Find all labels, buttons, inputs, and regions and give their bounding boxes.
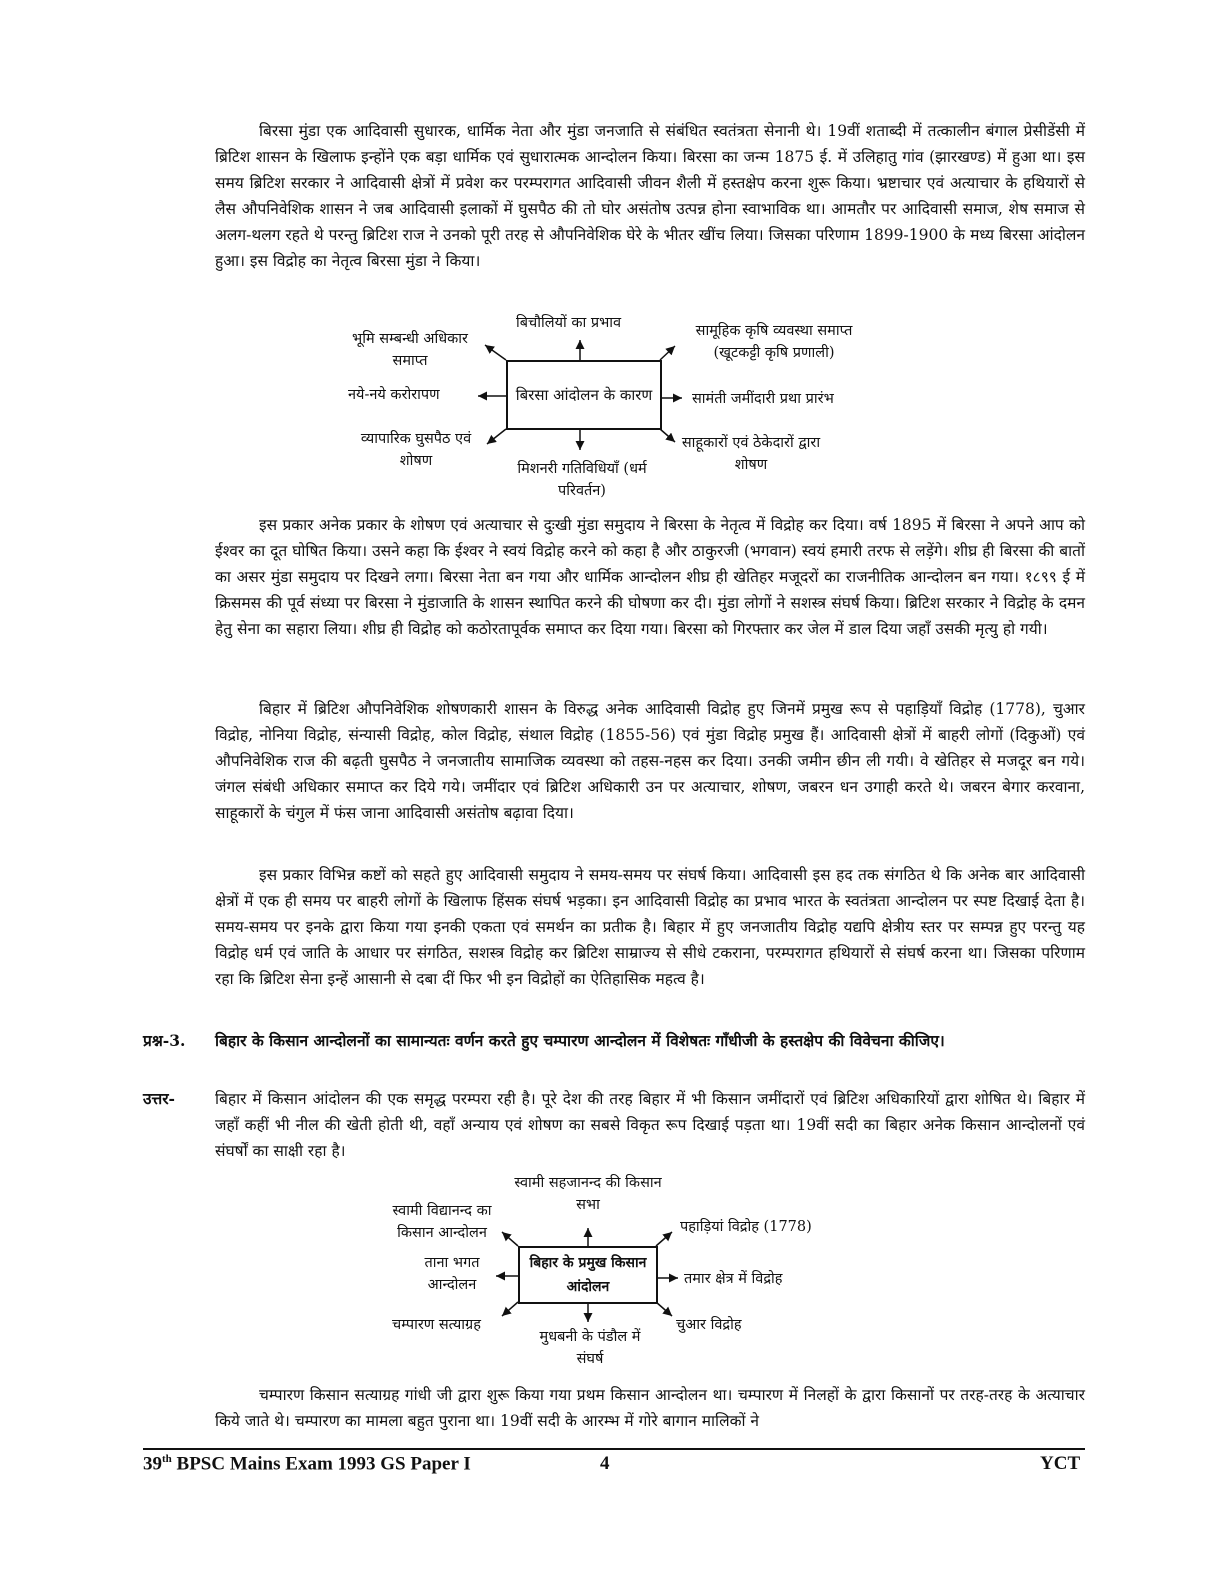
cause-collective-farming: सामूहिक कृषि व्यवस्था समाप्त (खूटकट्टी कृषि प्रणाली) <box>695 323 853 361</box>
paragraph-munda-revolt: इस प्रकार अनेक प्रकार के शोषण एवं अत्याचार से दुःखी मुंडा समुदाय ने बिरसा के नेतृत्व में विद्रोह कर दिया। वर्ष 1895 में बिरसा ने अपने आप को ईश्वर का दूत घोषित किया। उसने कहा कि ईश्वर ने स्वयं विद्रोह करने को कहा है और ठाकुरजी (भगवान) स्वयं हमारी तरफ से लड़ेंगे। शीघ्र ही बिरसा की बातों का असर मुंडा समुदाय पर दिखने लगा। बिरसा नेता बन गया और धार्मिक आन्दोलन शीघ्र ही खेतिहर मजूदरों का राजनीतिक आन्दोलन बन गया। १८९९ ई में क्रिसमस की पूर्व संध्या पर बिरसा ने मुंडाजाति के शासन स्थापित करने की घोषणा कर दी। मुंडा लोगों ने सशस्त्र संघर्ष किया। ब्रिटिश सरकार ने विद्रोह के दमन हेतु सेना का सहारा लिया। शीघ्र ही विद्रोह को कठोरतापूर्वक समाप्त कर दिया गया। बिरसा को गिरफ्तार कर जेल में डाल दिया जहाँ उसकी मृत्यु हो गयी। <box>215 516 1085 638</box>
diagram-center-peasant: बिहार के प्रमुख किसान आंदोलन <box>518 1246 658 1304</box>
cause-moneylenders: साहूकारों एवं ठेकेदारों द्वारा शोषण <box>681 435 821 473</box>
diagram-center-birsa: बिरसा आंदोलन के कारण <box>506 360 662 430</box>
diagram-birsa-causes <box>330 312 890 512</box>
movement-vidyanand: स्वामी विद्यानन्द का किसान आन्दोलन <box>392 1203 492 1241</box>
footer-page-number: 4 <box>600 1453 610 1474</box>
answer-3 <box>143 1086 1085 1164</box>
paragraph-birsa-intro: बिरसा मुंडा एक आदिवासी सुधारक, धार्मिक नेता और मुंडा जनजाति से संबंधित स्वतंत्रता सेनानी थे। 19वीं शताब्दी में तत्कालीन बंगाल प्रेसीडेंसी में ब्रिटिश शासन के खिलाफ इन्होंने एक बड़ा धार्मिक एवं सुधारात्मक आन्दोलन किया। बिरसा का जन्म 1875 ई. में उलिहातु गांव (झारखण्ड) में हुआ था। इस समय ब्रिटिश सरकार ने आदिवासी क्षेत्रों में प्रवेश कर परम्परागत आदिवासी जीवन शैली में हस्तक्षेप करना शुरू किया। भ्रष्टाचार एवं अत्याचार के हथियारों से लैस औपनिवेशिक शासन ने जब आदिवासी इलाकों में घुसपैठ की तो घोर असंतोष उत्पन्न होना स्वाभाविक था। आमतौर पर आदिवासी समाज, शेष समाज से अलग-थलग रहते थे परन्तु ब्रिटिश राज ने उनको पूरी तरह से औपनिवेशिक घेरे के भीतर खींच लिया। जिसका परिणाम 1899-1900 के मध्य बिरसा आंदोलन हुआ। इस विद्रोह का नेतृत्व बिरसा मुंडा ने किया। <box>215 122 1085 270</box>
answer-label: उत्तर- <box>143 1089 175 1108</box>
cause-missionary: मिशनरी गतिविधियाँ (धर्म परिवर्तन) <box>517 461 647 499</box>
movement-tana-bhagat: ताना भगत आन्दोलन <box>424 1255 480 1293</box>
question-3 <box>143 1028 1085 1054</box>
cause-trade-intrusion: व्यापारिक घुसपैठ एवं शोषण <box>360 431 472 469</box>
question-text: बिहार के किसान आन्दोलनों का सामान्यतः वर्णन करते हुए चम्पारण आन्दोलन में विशेषतः गाँधीजी के हस्तक्षेप की विवेचना कीजिए। <box>215 1031 945 1050</box>
footer-exam-title <box>143 1453 471 1475</box>
cause-feudal-zamindari: सामंती जमींदारी प्रथा प्रारंभ <box>692 391 834 407</box>
footer-exam-number: 39 <box>143 1453 162 1475</box>
movement-pahariya: पहाड़ियां विद्रोह (1778) <box>680 1219 812 1235</box>
movement-pandaul: मुधबनी के पंडौल में संघर्ष <box>539 1329 641 1367</box>
paragraph-tribal-struggle: इस प्रकार विभिन्न कष्टों को सहते हुए आदिवासी समुदाय ने समय-समय पर संघर्ष किया। आदिवासी इस हद तक संगठित थे कि अनेक बार आदिवासी क्षेत्रों में एक ही समय पर बाहरी लोगों के खिलाफ हिंसक संघर्ष भड़का। इन आदिवासी विद्रोह का प्रभाव भारत के स्वतंत्रता आन्दोलन पर स्पष्ट दिखाई देता है। समय-समय पर इनके द्वारा किया गया इनकी एकता एवं समर्थन का प्रतीक है। बिहार में हुए जनजातीय विद्रोह यद्यपि क्षेत्रीय स्तर पर सम्पन्न हुए परन्तु यह विद्रोह धर्म एवं जाति के आधार पर संगठित, सशस्त्र विद्रोह कर ब्रिटिश साम्राज्य से सीधे टकराना, परम्परागत हथियारों से संघर्ष करना था। जिसका परिणाम रहा कि ब्रिटिश सेना इन्हें आसानी से दबा दीं फिर भी इन विद्रोहों का ऐतिहासिक महत्व है। <box>215 866 1085 988</box>
cause-new-taxation: नये-नये करोरापण <box>348 387 440 403</box>
question-label: प्रश्न-3. <box>143 1031 186 1050</box>
diagram-peasant-movements <box>380 1170 840 1380</box>
footer-publisher: YCT <box>1040 1453 1081 1474</box>
cause-land-rights: भूमि सम्बन्धी अधिकार समाप्त <box>352 331 468 369</box>
movement-chuar: चुआर विद्रोह <box>676 1317 742 1333</box>
movement-champaran: चम्पारण सत्याग्रह <box>392 1317 481 1333</box>
footer-exam-name: BPSC Mains Exam 1993 GS Paper I <box>171 1453 471 1475</box>
answer-text: बिहार में किसान आंदोलन की एक समृद्ध परम्परा रही है। पूरे देश की तरह बिहार में भी किसान जमींदारों एवं ब्रिटिश अधिकारियों द्वारा शोषित थे। बिहार में जहाँ कहीं भी नील की खेती होती थी, वहाँ अन्याय एवं शोषण का सबसे विकृत रूप दिखाई पड़ता था। 19वीं सदी का बिहार अनेक किसान आन्दोलनों एवं संघर्षों का साक्षी रहा है। <box>215 1090 1085 1160</box>
movement-sahajanand: स्वामी सहजानन्द की किसान सभा <box>514 1175 662 1213</box>
movement-tamar: तमार क्षेत्र में विद्रोह <box>684 1271 783 1287</box>
paragraph-champaran: चम्पारण किसान सत्याग्रह गांधी जी द्वारा शुरू किया गया प्रथम किसान आन्दोलन था। चम्पारण में निलहों के द्वारा किसानों पर तरह-तरह के अत्याचार किये जाते थे। चम्पारण का मामला बहुत पुराना था। 19वीं सदी के आरम्भ में गोरे बागान मालिकों ने <box>215 1386 1085 1430</box>
paragraph-tribal-revolts: बिहार में ब्रिटिश औपनिवेशिक शोषणकारी शासन के विरुद्ध अनेक आदिवासी विद्रोह हुए जिनमें प्रमुख रूप से पहाड़ियाँ विद्रोह (1778), चुआर विद्रोह, नोनिया विद्रोह, संन्यासी विद्रोह, कोल विद्रोह, संथाल विद्रोह (1855-56) एवं मुंडा विद्रोह प्रमुख हैं। आदिवासी क्षेत्रों में बाहरी लोगों (दिकुओं) एवं औपनिवेशिक राज की बढ़ती घुसपैठ ने जनजातीय सामाजिक व्यवस्था को तहस-नहस कर दिया। उनकी जमीन छीन ली गयी। वे खेतिहर से मजदूर बन गये। जंगल संबंधी अधिकार समाप्त कर दिये गये। जमींदार एवं ब्रिटिश अधिकारी उन पर अत्याचार, शोषण, जबरन धन उगाही करते थे। जबरन बेगार करवाना, साहूकारों के चंगुल में फंस जाना आदिवासी असंतोष बढ़ावा दिया। <box>215 700 1085 822</box>
footer-divider <box>143 1448 1085 1450</box>
footer-exam-suffix: th <box>162 1453 172 1465</box>
cause-middlemen: बिचौलियों का प्रभाव <box>516 315 622 331</box>
